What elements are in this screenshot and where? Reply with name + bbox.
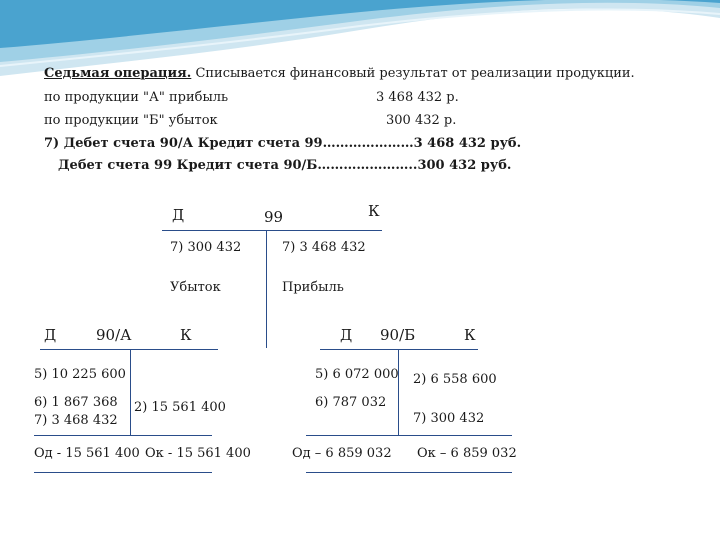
operation-text: Списывается финансовый результат от реализации продукции. <box>191 66 635 81</box>
account-99-credit-note: Прибыль <box>282 280 344 295</box>
account-90b-debit-entry-2: 6) 787 032 <box>315 395 387 410</box>
account-90b-debit-entry-1: 5) 6 072 000 <box>315 367 399 382</box>
account-90a-totals-rule <box>34 435 212 436</box>
account-90a-debit-entry-1: 5) 10 225 600 <box>34 367 126 382</box>
account-90a-vertical-rule <box>130 350 131 436</box>
account-99-credit-entry: 7) 3 468 432 <box>282 240 366 255</box>
account-90b-credit-turnover: Ок – 6 859 032 <box>417 446 517 461</box>
entry-line-1: 7) Дебет счета 90/А Кредит счета 99…………………3 468 432 руб. <box>44 136 522 151</box>
account-90a-debit-turnover: Од - 15 561 400 <box>34 446 140 461</box>
account-90a-bottom-rule <box>34 472 212 473</box>
product-b-label: по продукции "Б" убыток <box>44 113 218 128</box>
account-99-debit-entry: 7) 300 432 <box>170 240 242 255</box>
account-90b-debit-turnover: Од – 6 859 032 <box>292 446 392 461</box>
operation-heading <box>44 66 635 81</box>
account-90a-credit-entry: 2) 15 561 400 <box>134 400 226 415</box>
account-90b-debit-mark: Д <box>340 326 353 344</box>
account-99-debit-mark: Д <box>172 206 185 224</box>
operation-title: Седьмая операция. <box>44 66 192 81</box>
account-90a-credit-turnover: Ок - 15 561 400 <box>145 446 251 461</box>
account-90b-credit-entry-1: 2) 6 558 600 <box>413 372 497 387</box>
account-90b-name: 90/Б <box>380 326 416 344</box>
account-90b-vertical-rule <box>398 350 399 436</box>
account-90a-debit-entry-3: 7) 3 468 432 <box>34 413 118 428</box>
product-a-value: 3 468 432 р. <box>376 90 459 105</box>
account-99-name: 99 <box>264 208 284 226</box>
account-90b-totals-rule <box>306 435 512 436</box>
entry-line-2: Дебет счета 99 Кредит счета 90/Б…………………..300 432 руб. <box>58 158 512 173</box>
product-b-value: 300 432 р. <box>386 113 457 128</box>
account-90a-credit-mark: К <box>180 326 192 344</box>
account-90b-bottom-rule <box>306 472 512 473</box>
account-99-debit-note: Убыток <box>170 280 221 295</box>
account-90a-name: 90/А <box>96 326 132 344</box>
account-90a-debit-entry-2: 6) 1 867 368 <box>34 395 118 410</box>
product-a-label: по продукции "А" прибыль <box>44 90 229 105</box>
account-99-credit-mark: К <box>368 202 380 220</box>
account-99-horizontal-rule <box>162 230 382 231</box>
account-90a-horizontal-rule <box>40 349 218 350</box>
account-99-vertical-rule <box>266 231 267 348</box>
account-90b-credit-mark: К <box>464 326 476 344</box>
account-90b-credit-entry-2: 7) 300 432 <box>413 411 485 426</box>
account-90b-horizontal-rule <box>320 349 478 350</box>
account-90a-debit-mark: Д <box>44 326 57 344</box>
